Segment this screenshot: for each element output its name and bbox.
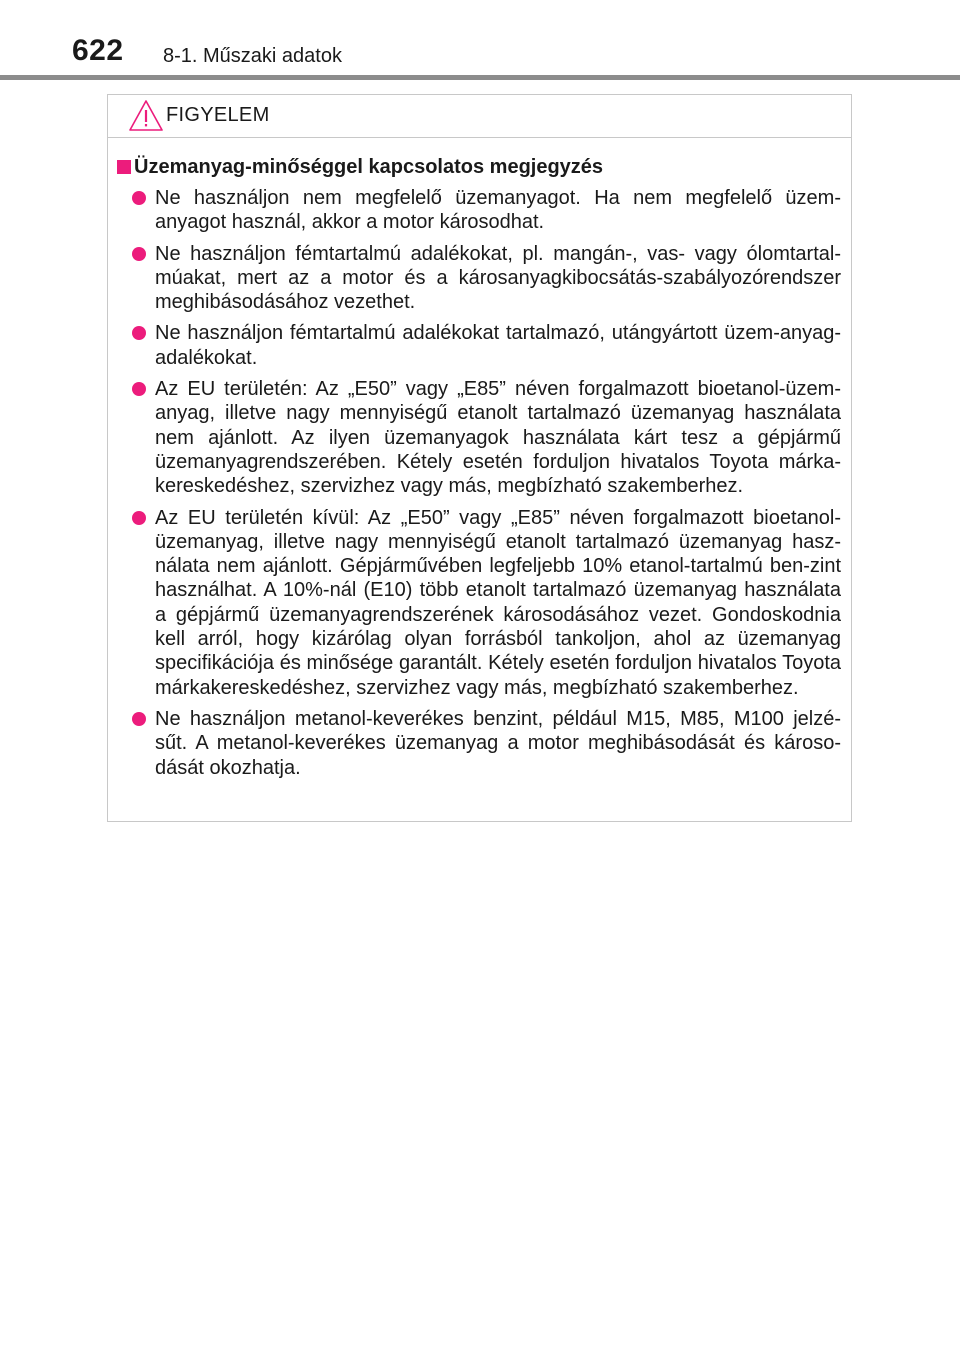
- page-number: 622: [72, 34, 124, 67]
- subheading: [117, 155, 841, 179]
- subheading-text: Üzemanyag-minőséggel kapcsolatos megjegyzés: [134, 155, 604, 178]
- list-item-text: Ne használjon fémtartalmú adalékokat tartalmazó, utángyártott üzem-anyag-adalékokat.: [155, 322, 841, 369]
- list-item: [117, 242, 841, 315]
- list-item: [117, 186, 841, 235]
- circle-bullet-icon: [132, 511, 146, 525]
- section-title: 8-1. Műszaki adatok: [163, 45, 342, 67]
- warning-box: [107, 94, 852, 822]
- list-item: [117, 377, 841, 498]
- page-header: [0, 0, 960, 80]
- list-item: [117, 506, 841, 700]
- list-item: [117, 707, 841, 780]
- circle-bullet-icon: [132, 382, 146, 396]
- circle-bullet-icon: [132, 191, 146, 205]
- circle-bullet-icon: [132, 247, 146, 261]
- square-bullet-icon: [117, 160, 131, 174]
- list-item-text: Ne használjon fémtartalmú adalékokat, pl. mangán-, vas- vagy ólomtartal-múakat, mert az a motor és a károsanyagkibocsátás-szabályozórendszer meghibásodásához vezethet.: [155, 242, 841, 314]
- bullet-list: [117, 186, 841, 780]
- list-item-text: Ne használjon metanol-keverékes benzint, például M15, M85, M100 jelzé-sűt. A metanol-keverékes üzemanyag a motor meghibásodását és károso-dását okozhatja.: [155, 707, 841, 779]
- list-item-text: Ne használjon nem megfelelő üzemanyagot. Ha nem megfelelő üzem-anyagot használ, akkor a motor károsodhat.: [155, 187, 841, 234]
- warning-title: FIGYELEM: [166, 104, 270, 126]
- list-item-text: Az EU területén: Az „E50” vagy „E85” néven forgalmazott bioetanol-üzem-anyag, illetve nagy mennyiségű etanolt tartalmazó üzemanyag használata nem ajánlott. Az ilyen üzemanyagok használata kárt tesz a gépjármű üzemanyagrendszerében. Kétely esetén forduljon hivatalos Toyota márka-kereskedéshez, szervizhez vagy más, megbízható szakemberhez.: [155, 378, 841, 498]
- header-rule: [0, 75, 960, 80]
- warning-body: [108, 138, 851, 780]
- circle-bullet-icon: [132, 712, 146, 726]
- circle-bullet-icon: [132, 326, 146, 340]
- warning-triangle-icon: [128, 99, 164, 132]
- warning-header: [108, 95, 851, 138]
- list-item-text: Az EU területén kívül: Az „E50” vagy „E85” néven forgalmazott bioetanol-üzemanyag, illetve nagy mennyiségű etanolt tartalmazó üzemanyag hasz-nálata nem ajánlott. Gépjárművében legfeljebb 10% etanol-tartalmú ben-zint használhat. A 10%-nál (E10) több etanolt tartalmazó üzemanyag használata a gépjármű üzemanyagrendszerének károsodásához vezet. Gondoskodnia kell arról, hogy kizárólag olyan forrásból tankoljon, ahol az üzemanyag specifikációja és minősége garantált. Kétely esetén forduljon hivatalos Toyota márkakereskedéshez, szervizhez vagy más, megbízható szakemberhez.: [155, 506, 841, 699]
- list-item: [117, 321, 841, 370]
